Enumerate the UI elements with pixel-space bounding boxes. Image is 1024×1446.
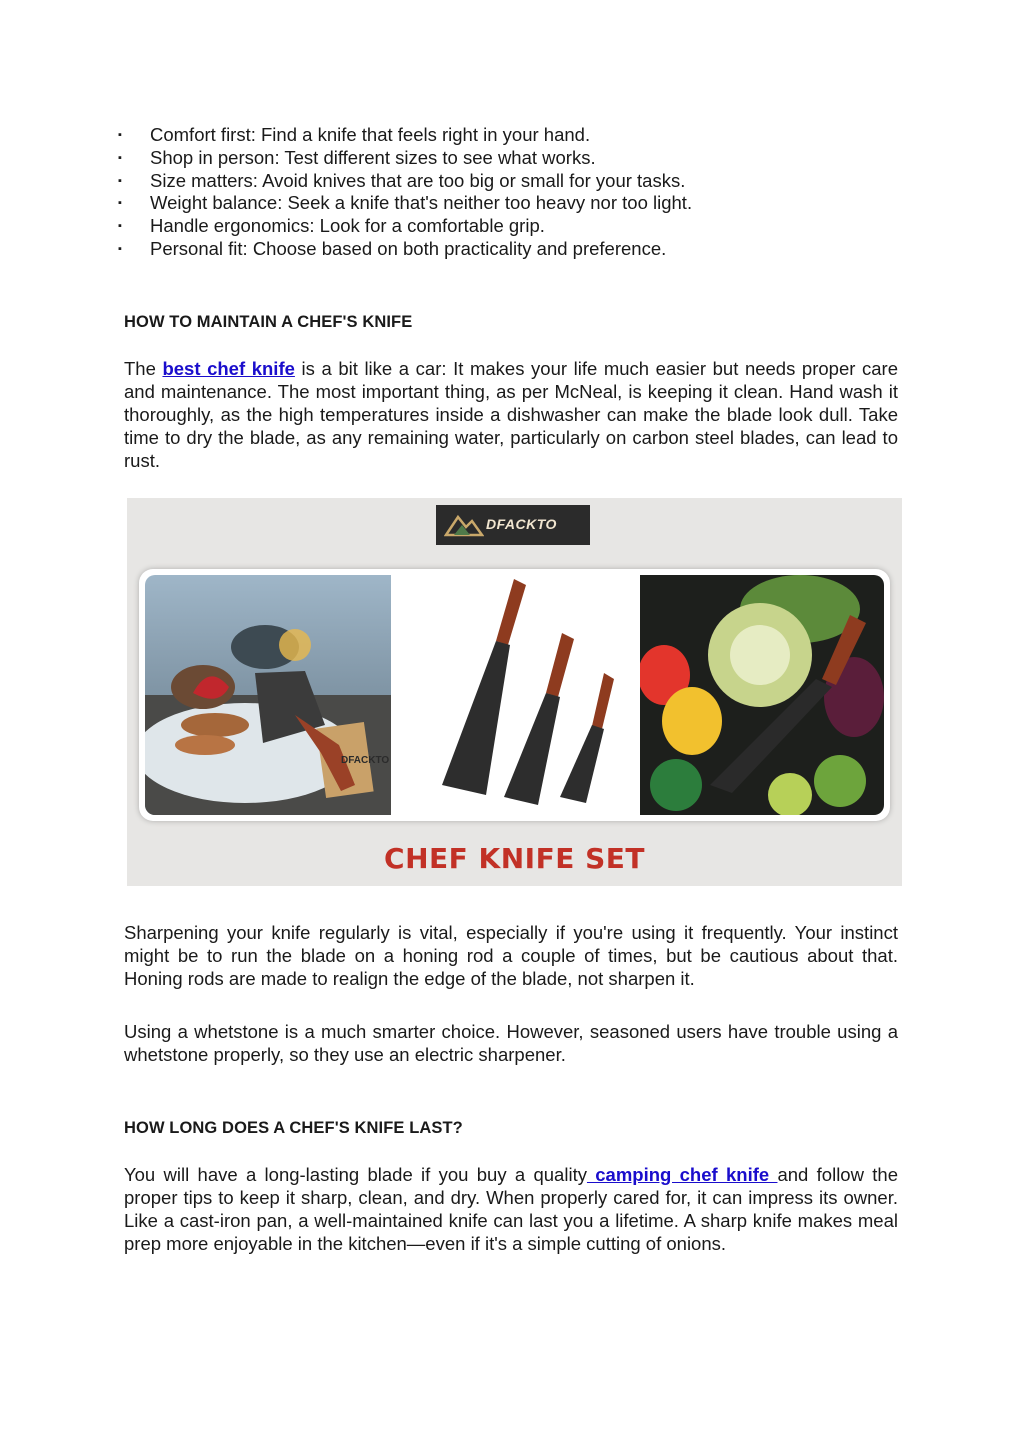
maintain-paragraph (124, 358, 898, 473)
three-knives-photo (394, 575, 638, 815)
camping-meal-photo (145, 575, 391, 815)
paragraph-text: The (124, 358, 163, 379)
list-item (118, 238, 692, 261)
last-paragraph (124, 1164, 898, 1256)
list-item (118, 147, 692, 170)
sharpening-paragraph: Sharpening your knife regularly is vital, especially if you're using it frequently. Your instinct might be to run the blade on a honing rod a couple of times, but be cautious about that. Honing rods are made to realign the edge of the blade, not sharpen it. (124, 922, 898, 989)
maintain-heading: HOW TO MAINTAIN A CHEF'S KNIFE (124, 313, 413, 331)
mountain-logo-icon (444, 513, 484, 537)
list-item-text: Size matters: Avoid knives that are too big or small for your tasks. (150, 169, 686, 191)
list-item (118, 215, 692, 238)
chef-knife-set-image (127, 498, 902, 886)
paragraph-text: is a bit like a car: It makes your life much easier but needs proper care and maintenance. The most important thing, as per McNeal, is keeping it clean. Hand wash it thoroughly, as the high temperatures inside a dishwasher can make the blade look dull. Take time to dry the blade, as any remaining water, particularly on carbon steel blades, can lead to rust. (124, 358, 898, 471)
tips-list (118, 124, 692, 261)
list-item-text: Shop in person: Test different sizes to see what works. (150, 146, 596, 168)
list-item-text: Handle ergonomics: Look for a comfortable grip. (150, 215, 545, 237)
list-item-text: Personal fit: Choose based on both practicality and preference. (150, 237, 667, 259)
camping-chef-knife-link[interactable]: camping chef knife (586, 1164, 778, 1185)
list-item (118, 124, 692, 147)
bullet-marker: ▪ (118, 129, 122, 141)
brand-logo (436, 505, 590, 545)
board-logo-text: DFACKTO (341, 755, 390, 766)
bullet-marker: ▪ (118, 174, 122, 187)
best-chef-knife-link[interactable]: best chef knife (162, 358, 295, 379)
bullet-marker: ▪ (118, 220, 122, 233)
bullet-marker: ▪ (118, 242, 122, 255)
paragraph-text: and follow the proper tips to keep it sharp, clean, and dry. When properly cared for, it can impress its owner. Like a cast-iron pan, a well-maintained knife can last you a lifetime. A sharp knife makes meal prep more enjoyable in the kitchen—even if it's a simple cutting of onions. (124, 1164, 898, 1254)
bullet-marker: ▪ (118, 197, 122, 210)
bullet-marker: ▪ (118, 151, 122, 164)
list-item (118, 192, 692, 215)
banner-caption: CHEF KNIFE SET (384, 842, 645, 875)
photo-collage (139, 569, 890, 821)
list-item-text: Comfort first: Find a knife that feels right in your hand. (150, 124, 591, 145)
list-item-text: Weight balance: Seek a knife that's neither too heavy nor too light. (150, 192, 693, 214)
whetstone-paragraph: Using a whetstone is a much smarter choice. However, seasoned users have trouble using a whetstone properly, so they use an electric sharpener. (124, 1021, 898, 1065)
last-heading: HOW LONG DOES A CHEF'S KNIFE LAST? (124, 1119, 463, 1137)
logo-text: DFACKTO (486, 516, 557, 532)
vegetables-photo (640, 575, 884, 815)
paragraph-text: You will have a long-lasting blade if you buy a quality (124, 1164, 587, 1185)
list-item (118, 170, 692, 193)
